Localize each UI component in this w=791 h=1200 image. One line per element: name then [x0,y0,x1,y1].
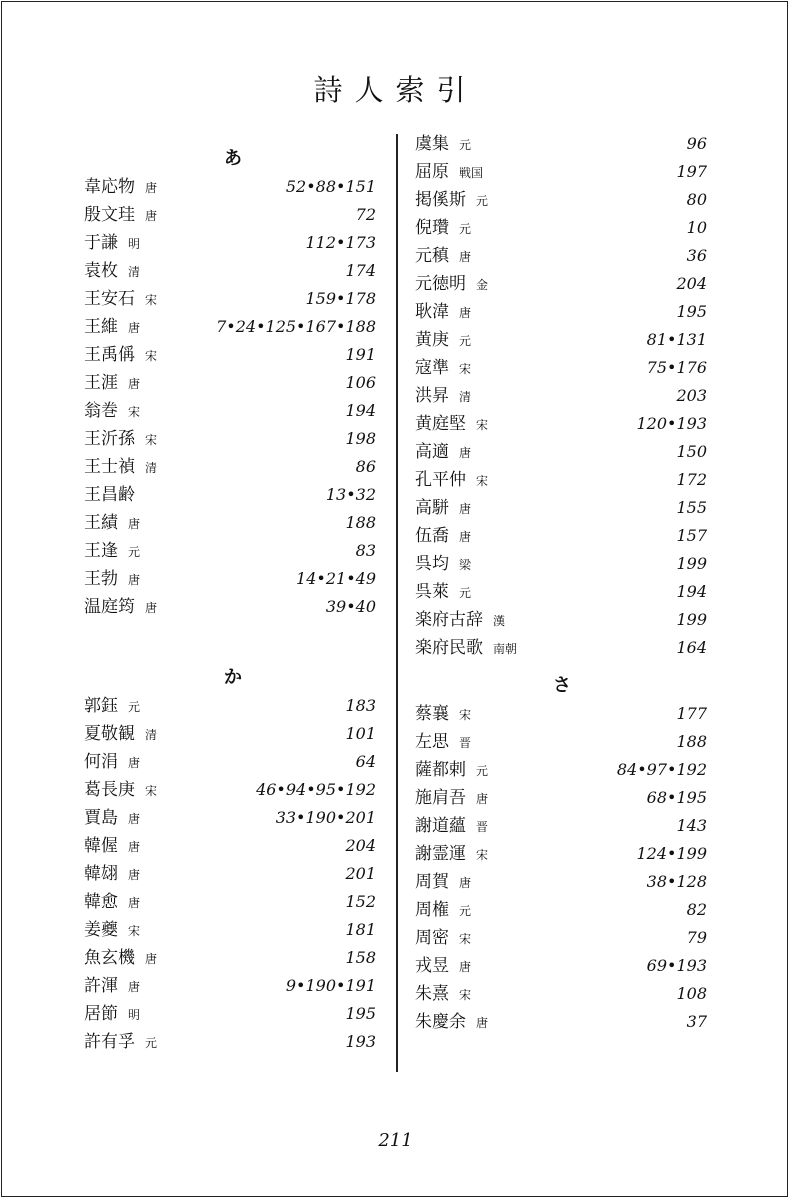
poet-name: 謝道蘊 [415,816,466,836]
page-references: 82 [686,900,707,919]
section-gap [84,621,376,649]
page-references: 203 [676,386,707,405]
dynasty-label: 唐 [128,812,141,826]
poet-name: 郭鈺 [84,696,118,716]
dynasty-label: 元 [459,334,472,348]
index-entry [84,481,376,509]
index-entry [84,369,376,397]
dynasty-label: 唐 [128,840,141,854]
dynasty-label: 宋 [459,932,472,946]
index-entry [415,728,707,756]
page-references: 72 [355,205,376,224]
page-references: 181 [345,920,376,939]
index-entry [84,593,376,621]
dynasty-label: 宋 [459,362,472,376]
poet-name: 許渾 [84,976,118,996]
page-references: 7•24•125•167•188 [216,317,376,336]
page-references: 159•178 [305,289,376,308]
index-entry [415,700,707,728]
page-references: 106 [345,373,376,392]
index-entry [415,410,707,438]
dynasty-label: 宋 [128,405,141,419]
page-references: 201 [345,864,376,883]
poet-name: 黄庭堅 [415,414,466,434]
dynasty-label: 清 [459,390,472,404]
poet-name: 殷文珪 [84,205,135,225]
dynasty-label: 元 [476,764,489,778]
dynasty-label: 宋 [145,293,158,307]
poet-name: 洪昇 [415,386,449,406]
dynasty-label: 唐 [145,181,158,195]
dynasty-label: 明 [128,237,141,251]
page-references: 183 [345,696,376,715]
dynasty-label: 清 [128,265,141,279]
poet-name: 魚玄機 [84,948,135,968]
index-entry [415,606,707,634]
page-references: 188 [345,513,376,532]
poet-name: 韓翃 [84,864,118,884]
poet-name: 高適 [415,442,449,462]
dynasty-label: 元 [128,545,141,559]
index-entry [415,868,707,896]
index-entry [415,578,707,606]
dynasty-label: 明 [128,1008,141,1022]
dynasty-label: 宋 [476,418,489,432]
column-divider [396,134,398,1072]
page-references: 101 [345,724,376,743]
page-references: 80 [686,190,707,209]
index-entry [84,537,376,565]
page-references: 193 [345,1032,376,1051]
dynasty-label: 宋 [145,784,158,798]
poet-name: 許有孚 [84,1032,135,1052]
page-references: 79 [686,928,707,947]
dynasty-label: 元 [459,138,472,152]
dynasty-label: 唐 [459,446,472,460]
index-entry [84,565,376,593]
dynasty-label: 宋 [476,474,489,488]
page-references: 195 [345,1004,376,1023]
poet-name: 葛長庚 [84,780,135,800]
index-entry [84,257,376,285]
dynasty-label: 清 [145,728,158,742]
poet-name: 屈原 [415,162,449,182]
index-entry [415,1008,707,1036]
index-entry [415,952,707,980]
poet-name: 夏敬観 [84,724,135,744]
dynasty-label: 宋 [459,988,472,1002]
index-entry [84,341,376,369]
poet-name: 施肩吾 [415,788,466,808]
dynasty-label: 唐 [128,321,141,335]
index-entry [415,382,707,410]
index-entry [415,634,707,662]
poet-name: 黄庚 [415,330,449,350]
dynasty-label: 南朝 [493,642,518,656]
index-column-right [415,130,707,1036]
index-entry [415,494,707,522]
page-references: 199 [676,554,707,573]
dynasty-label: 晋 [476,820,489,834]
index-entry [84,313,376,341]
index-entry [415,466,707,494]
poet-name: 掲傒斯 [415,190,466,210]
page-references: 174 [345,261,376,280]
poet-name: 韓愈 [84,892,118,912]
index-entry [415,840,707,868]
poet-name: 元稹 [415,246,449,266]
section-heading: あ [224,148,242,169]
index-entry [84,1000,376,1028]
dynasty-label: 元 [459,222,472,236]
dynasty-label: 唐 [128,517,141,531]
page-references: 108 [676,984,707,1003]
page-references: 38•128 [646,872,707,891]
poet-name: 孔平仲 [415,470,466,490]
page-references: 83 [355,541,376,560]
page-references: 177 [676,704,707,723]
poet-name: 王昌齢 [84,485,135,505]
index-entry [415,924,707,952]
dynasty-label: 唐 [128,868,141,882]
dynasty-label: 唐 [128,377,141,391]
poet-name: 周密 [415,928,449,948]
poet-name: 王沂孫 [84,429,135,449]
index-entry [415,784,707,812]
page-references: 143 [676,816,707,835]
index-entry [415,812,707,840]
index-entry [84,173,376,201]
index-entry [415,130,707,158]
poet-name: 賈島 [84,808,118,828]
poet-name: 謝霊運 [415,844,466,864]
index-entry [415,242,707,270]
dynasty-label: 戦国 [459,166,484,180]
index-entry [84,804,376,832]
index-entry [415,896,707,924]
poet-name: 寇準 [415,358,449,378]
page-references: 33•190•201 [275,808,376,827]
poet-name: 伍喬 [415,526,449,546]
poet-name: 翁巻 [84,401,118,421]
index-entry [84,888,376,916]
index-entry [415,270,707,298]
index-entry [415,158,707,186]
index-entry [84,916,376,944]
poet-name: 楽府民歌 [415,638,483,658]
index-entry [84,509,376,537]
dynasty-label: 唐 [145,952,158,966]
section-heading: か [224,667,242,688]
poet-name: 高駢 [415,498,449,518]
poet-name: 王涯 [84,373,118,393]
page-references: 194 [676,582,707,601]
poet-name: 倪瓚 [415,218,449,238]
poet-name: 左思 [415,732,449,752]
poet-name: 王禹偁 [84,345,135,365]
page-references: 13•32 [325,485,376,504]
dynasty-label: 唐 [128,573,141,587]
dynasty-label: 元 [476,194,489,208]
index-entry [84,748,376,776]
index-entry [415,186,707,214]
page-references: 52•88•151 [285,177,376,196]
dynasty-label: 清 [145,461,158,475]
poet-name: 何涓 [84,752,118,772]
poet-name: 温庭筠 [84,597,135,617]
dynasty-label: 唐 [459,960,472,974]
page-references: 10 [686,218,707,237]
page-title: 詩人索引 [313,73,478,107]
page-references: 155 [676,498,707,517]
poet-name: 于謙 [84,233,118,253]
index-entry [415,298,707,326]
index-entry [415,214,707,242]
page-references: 36 [686,246,707,265]
poet-name: 韓偓 [84,836,118,856]
dynasty-label: 宋 [476,848,489,862]
poet-name: 蔡襄 [415,704,449,724]
page-references: 204 [345,836,376,855]
index-entry [415,354,707,382]
poet-name: 虞集 [415,134,449,154]
page-references: 195 [676,302,707,321]
dynasty-label: 唐 [459,530,472,544]
page-references: 194 [345,401,376,420]
dynasty-label: 宋 [145,349,158,363]
poet-name: 呉萊 [415,582,449,602]
dynasty-label: 唐 [476,792,489,806]
index-entry [84,776,376,804]
page-references: 64 [355,752,376,771]
dynasty-label: 金 [476,278,489,292]
dynasty-label: 唐 [476,1016,489,1030]
index-entry [84,285,376,313]
index-entry [84,229,376,257]
index-entry [415,550,707,578]
index-entry [415,326,707,354]
dynasty-label: 唐 [459,876,472,890]
page-references: 204 [676,274,707,293]
page-references: 69•193 [646,956,707,975]
dynasty-label: 元 [459,586,472,600]
poet-name: 王安石 [84,289,135,309]
page-references: 197 [676,162,707,181]
page-references: 124•199 [636,844,707,863]
page-number: 211 [378,1130,413,1151]
page-references: 172 [676,470,707,489]
poet-name: 居節 [84,1004,118,1024]
page-references: 158 [345,948,376,967]
dynasty-label: 漢 [493,614,506,628]
section-heading: さ [553,675,571,696]
page-references: 39•40 [325,597,376,616]
poet-name: 楽府古辞 [415,610,483,630]
dynasty-label: 宋 [145,433,158,447]
poet-name: 袁枚 [84,261,118,281]
index-entry [84,397,376,425]
dynasty-label: 唐 [128,756,141,770]
index-entry [84,453,376,481]
page-references: 199 [676,610,707,629]
poet-name: 王逢 [84,541,118,561]
dynasty-label: 唐 [145,209,158,223]
dynasty-label: 元 [459,904,472,918]
page-references: 9•190•191 [285,976,376,995]
dynasty-label: 梁 [459,558,472,572]
dynasty-label: 唐 [459,306,472,320]
dynasty-label: 宋 [128,924,141,938]
index-column-left [84,130,376,1056]
page-references: 68•195 [646,788,707,807]
page-references: 84•97•192 [616,760,707,779]
page-references: 198 [345,429,376,448]
index-entry [415,980,707,1008]
poet-name: 王士禎 [84,457,135,477]
poet-name: 朱熹 [415,984,449,1004]
section-gap [415,662,707,672]
index-entry [84,692,376,720]
page-references: 112•173 [305,233,376,252]
page-references: 86 [355,457,376,476]
poet-name: 元徳明 [415,274,466,294]
index-entry [84,201,376,229]
page-references: 152 [345,892,376,911]
dynasty-label: 唐 [145,601,158,615]
poet-name: 韋応物 [84,177,135,197]
index-entry [84,720,376,748]
poet-name: 王維 [84,317,118,337]
page-references: 188 [676,732,707,751]
page-references: 96 [686,134,707,153]
page-references: 14•21•49 [296,569,376,588]
dynasty-label: 唐 [459,502,472,516]
page-references: 150 [676,442,707,461]
page-references: 37 [686,1012,707,1031]
dynasty-label: 唐 [128,896,141,910]
poet-name: 朱慶余 [415,1012,466,1032]
index-entry [84,944,376,972]
poet-name: 呉均 [415,554,449,574]
poet-name: 姜夔 [84,920,118,940]
poet-name: 王績 [84,513,118,533]
poet-name: 耿湋 [415,302,449,322]
page-references: 120•193 [636,414,707,433]
index-entry [415,756,707,784]
page-references: 191 [345,345,376,364]
dynasty-label: 宋 [459,708,472,722]
index-entry [84,860,376,888]
index-entry [84,832,376,860]
page-references: 75•176 [646,358,707,377]
page-references: 164 [676,638,707,657]
poet-name: 王勃 [84,569,118,589]
poet-name: 周権 [415,900,449,920]
page-references: 81•131 [646,330,707,349]
index-entry [415,522,707,550]
poet-name: 薩都剌 [415,760,466,780]
dynasty-label: 晋 [459,736,472,750]
index-entry [84,1028,376,1056]
dynasty-label: 元 [128,700,141,714]
page-references: 46•94•95•192 [256,780,376,799]
dynasty-label: 元 [145,1036,158,1050]
index-entry [84,972,376,1000]
index-entry [84,425,376,453]
index-entry [415,438,707,466]
dynasty-label: 唐 [128,980,141,994]
dynasty-label: 唐 [459,250,472,264]
poet-name: 戎昱 [415,956,449,976]
page-references: 157 [676,526,707,545]
poet-name: 周賀 [415,872,449,892]
